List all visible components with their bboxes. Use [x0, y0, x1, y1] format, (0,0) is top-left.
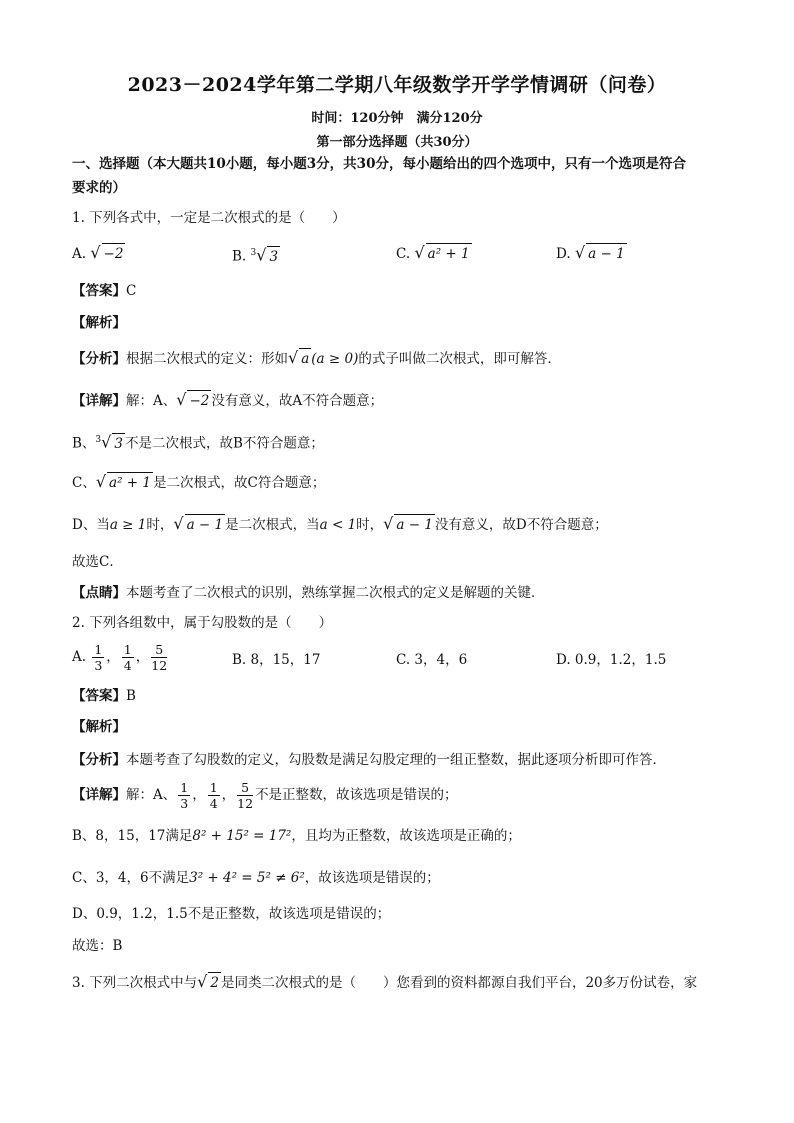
q1-fenxi-post: 的式子叫做二次根式，即可解答． [358, 351, 561, 367]
fraction [208, 780, 220, 811]
q3-stem-math: 2 [208, 972, 221, 993]
cube-root-sign: √ [101, 432, 112, 452]
q1-detail-a [72, 390, 732, 411]
fraction-denominator: 3 [94, 658, 103, 673]
q2-fenxi-text: 本题考查了勾股数的定义，勾股数是满足勾股定理的一组正整数，据此逐项分析即可作答． [126, 752, 666, 768]
fraction-denominator: 3 [180, 796, 189, 811]
q1-detail-d-math1: a − 1 [185, 514, 226, 535]
q1-fenxi-math: a [299, 348, 311, 369]
fraction-numerator: 5 [151, 642, 167, 658]
q1-detail-b [72, 430, 732, 454]
q2-detail-b-pre: B、8，15，17满足 [72, 828, 193, 844]
sqrt-sign: √ [95, 472, 107, 491]
q2-detail-c-post: ，故该选项是错误的； [304, 870, 440, 886]
fraction [151, 642, 167, 673]
q2-detail-c-pre: C、3，4，6不满足 [72, 870, 190, 886]
q1-answer [72, 281, 732, 301]
q1-detail-b-math: 3 [112, 433, 125, 454]
q2-option-c: C. 3，4，6 [396, 652, 468, 668]
q1-option-b [232, 243, 280, 267]
question-1-stem: 1. 下列各式中，一定是二次根式的是（ ） [72, 210, 346, 226]
q1-detail-c-pre: C、 [72, 475, 96, 491]
detail-tag: 【详解】 [72, 787, 126, 803]
sqrt-sign: √ [574, 243, 586, 262]
q2-answer-value: B [126, 688, 136, 704]
fraction-denominator: 4 [123, 658, 132, 673]
q1-option-d-label: D. [556, 246, 571, 262]
q2-analysis-tag: 【解析】 [72, 719, 126, 735]
q1-option-d [556, 243, 627, 264]
question-2-stem: 2. 下列各组数中，属于勾股数的是（ ） [72, 615, 333, 631]
answer-tag: 【答案】 [72, 283, 126, 299]
q2-option-d: D. 0.9，1.2，1.5 [556, 652, 667, 668]
q1-fenxi-pre: 根据二次根式的定义：形如 [126, 351, 288, 367]
fenxi-tag: 【分析】 [72, 351, 126, 367]
q1-dianjing [72, 583, 732, 603]
fraction [92, 642, 104, 673]
q1-detail-d [72, 514, 732, 535]
cube-index: 3 [95, 435, 102, 445]
q1-option-c [396, 243, 472, 264]
q3-watermark-text: 您看到的资料都源自我们平台，20多万份试卷，家 [396, 975, 698, 991]
section-heading: 一、选择题（本大题共10小题，每小题3分，共30分，每小题给出的四个选项中，只有一个选项是符合 [72, 156, 686, 172]
fraction-denominator: 12 [151, 658, 168, 673]
part-heading: 第一部分选择题（共30分） [316, 135, 478, 150]
q1-detail-c-post: 是二次根式，故C符合题意； [153, 475, 326, 491]
q1-detail-d-post: 没有意义，故D不符合题意； [434, 517, 608, 533]
q2-detail-d: D、0.9，1.2，1.5不是正整数，故该选项是错误的； [72, 906, 391, 922]
q1-detail-d-mid3: 时， [356, 517, 384, 533]
detail-tag: 【详解】 [72, 393, 126, 409]
q1-detail-d-math2: a − 1 [394, 514, 435, 535]
q2-detail-a-post: 不是正整数，故该选项是错误的； [255, 787, 458, 803]
q1-detail-a-math: −2 [187, 390, 211, 411]
q1-option-b-index: 3 [250, 248, 257, 258]
fraction [122, 642, 134, 673]
q2-answer [72, 686, 732, 706]
sqrt-sign: √ [90, 243, 101, 262]
q1-detail-b-pre: B、 [72, 435, 96, 452]
q1-option-a-expr: −2 [102, 243, 126, 264]
q3-stem-pre: 3. 下列二次根式中与 [72, 975, 198, 991]
q2-detail-c [72, 868, 732, 888]
q1-option-c-expr: a² + 1 [426, 243, 472, 264]
q1-option-a [72, 243, 125, 264]
sqrt-sign: √ [197, 972, 208, 991]
fraction-numerator: 1 [94, 642, 103, 657]
fraction [178, 780, 190, 811]
q1-detail-d-mid1: 时， [146, 517, 174, 533]
q2-detail-c-math: 3² + 4² = 5² ≠ 6² [189, 870, 305, 886]
q2-conclusion: 故选：B [72, 938, 123, 954]
fraction-numerator: 1 [209, 780, 218, 795]
q1-fenxi-cond: (a ≥ 0) [311, 351, 359, 367]
q1-option-b-expr: 3 [267, 246, 280, 267]
fraction-denominator: 12 [237, 796, 254, 811]
q1-option-a-label: A. [72, 246, 87, 262]
sqrt-sign: √ [176, 390, 187, 409]
sqrt-sign: √ [383, 514, 394, 533]
q1-dianjing-text: 本题考查了二次根式的识别，熟练掌握二次根式的定义是解题的关键． [126, 585, 545, 601]
fraction-numerator: 1 [180, 780, 189, 795]
q1-detail-d-cond1: a ≥ 1 [109, 517, 147, 533]
cube-root-sign: √ [256, 245, 267, 265]
section-heading-cont: 要求的） [72, 180, 126, 196]
q1-detail-d-pre: D、当 [72, 517, 110, 533]
q2-option-b: B. 8，15，17 [232, 652, 321, 668]
answer-tag: 【答案】 [72, 688, 126, 704]
q1-detail-a-post: 没有意义，故A不符合题意； [211, 393, 384, 409]
q1-answer-value: C [126, 283, 137, 299]
q1-option-b-label: B. [232, 248, 247, 265]
q2-option-a-label: A. [72, 649, 87, 665]
q2-detail-b-math: 8² + 15² = 17² [192, 828, 292, 844]
q1-detail-d-cond2: a < 1 [319, 517, 357, 533]
dianjing-tag: 【点睛】 [72, 585, 126, 601]
fenxi-tag: 【分析】 [72, 752, 126, 768]
q1-analysis-tag: 【解析】 [72, 315, 126, 331]
q1-detail-c [72, 472, 732, 493]
sqrt-sign: √ [288, 348, 299, 367]
q2-detail-b-post: ，且均为正整数，故该选项是正确的； [291, 828, 521, 844]
q1-conclusion: 故选C． [72, 554, 123, 570]
q1-detail-b-post: 不是二次根式，故B不符合题意； [124, 435, 324, 452]
page-title: 2023－2024学年第二学期八年级数学开学学情调研（问卷） [127, 74, 667, 96]
q1-option-c-label: C. [396, 246, 411, 262]
q2-detail-a-pre: 解：A、 [126, 787, 177, 803]
q2-detail-b [72, 826, 732, 846]
fraction-denominator: 4 [209, 796, 218, 811]
sqrt-sign: √ [414, 243, 425, 262]
q2-detail-a: 【详解】解：A、 $\frac{1}{3}$ ， $\frac{1}{4}$ ， $\frac{5}{12}$ 不是正整数，故该选项是错误的； [72, 780, 458, 811]
q1-option-d-expr: a − 1 [586, 243, 627, 264]
q2-fenxi [72, 750, 732, 770]
exam-time-info: 时间：120分钟 满分120分 [311, 111, 483, 126]
q1-detail-c-math: a² + 1 [107, 472, 153, 493]
q3-stem-post: 是同类二次根式的是（ ） [220, 975, 397, 991]
question-3-stem [72, 972, 732, 993]
q1-detail-a-pre: 解：A、 [126, 393, 177, 409]
fraction [237, 780, 253, 811]
q2-option-a: A. $\frac{1}{3}$ ， $\frac{1}{4}$ ， $\frac{5}{12}$ [72, 642, 168, 673]
q1-fenxi [72, 348, 732, 369]
q1-detail-d-mid2: 是二次根式，当 [225, 517, 320, 533]
fraction-numerator: 1 [123, 642, 132, 657]
fraction-numerator: 5 [237, 780, 253, 796]
sqrt-sign: √ [173, 514, 184, 533]
